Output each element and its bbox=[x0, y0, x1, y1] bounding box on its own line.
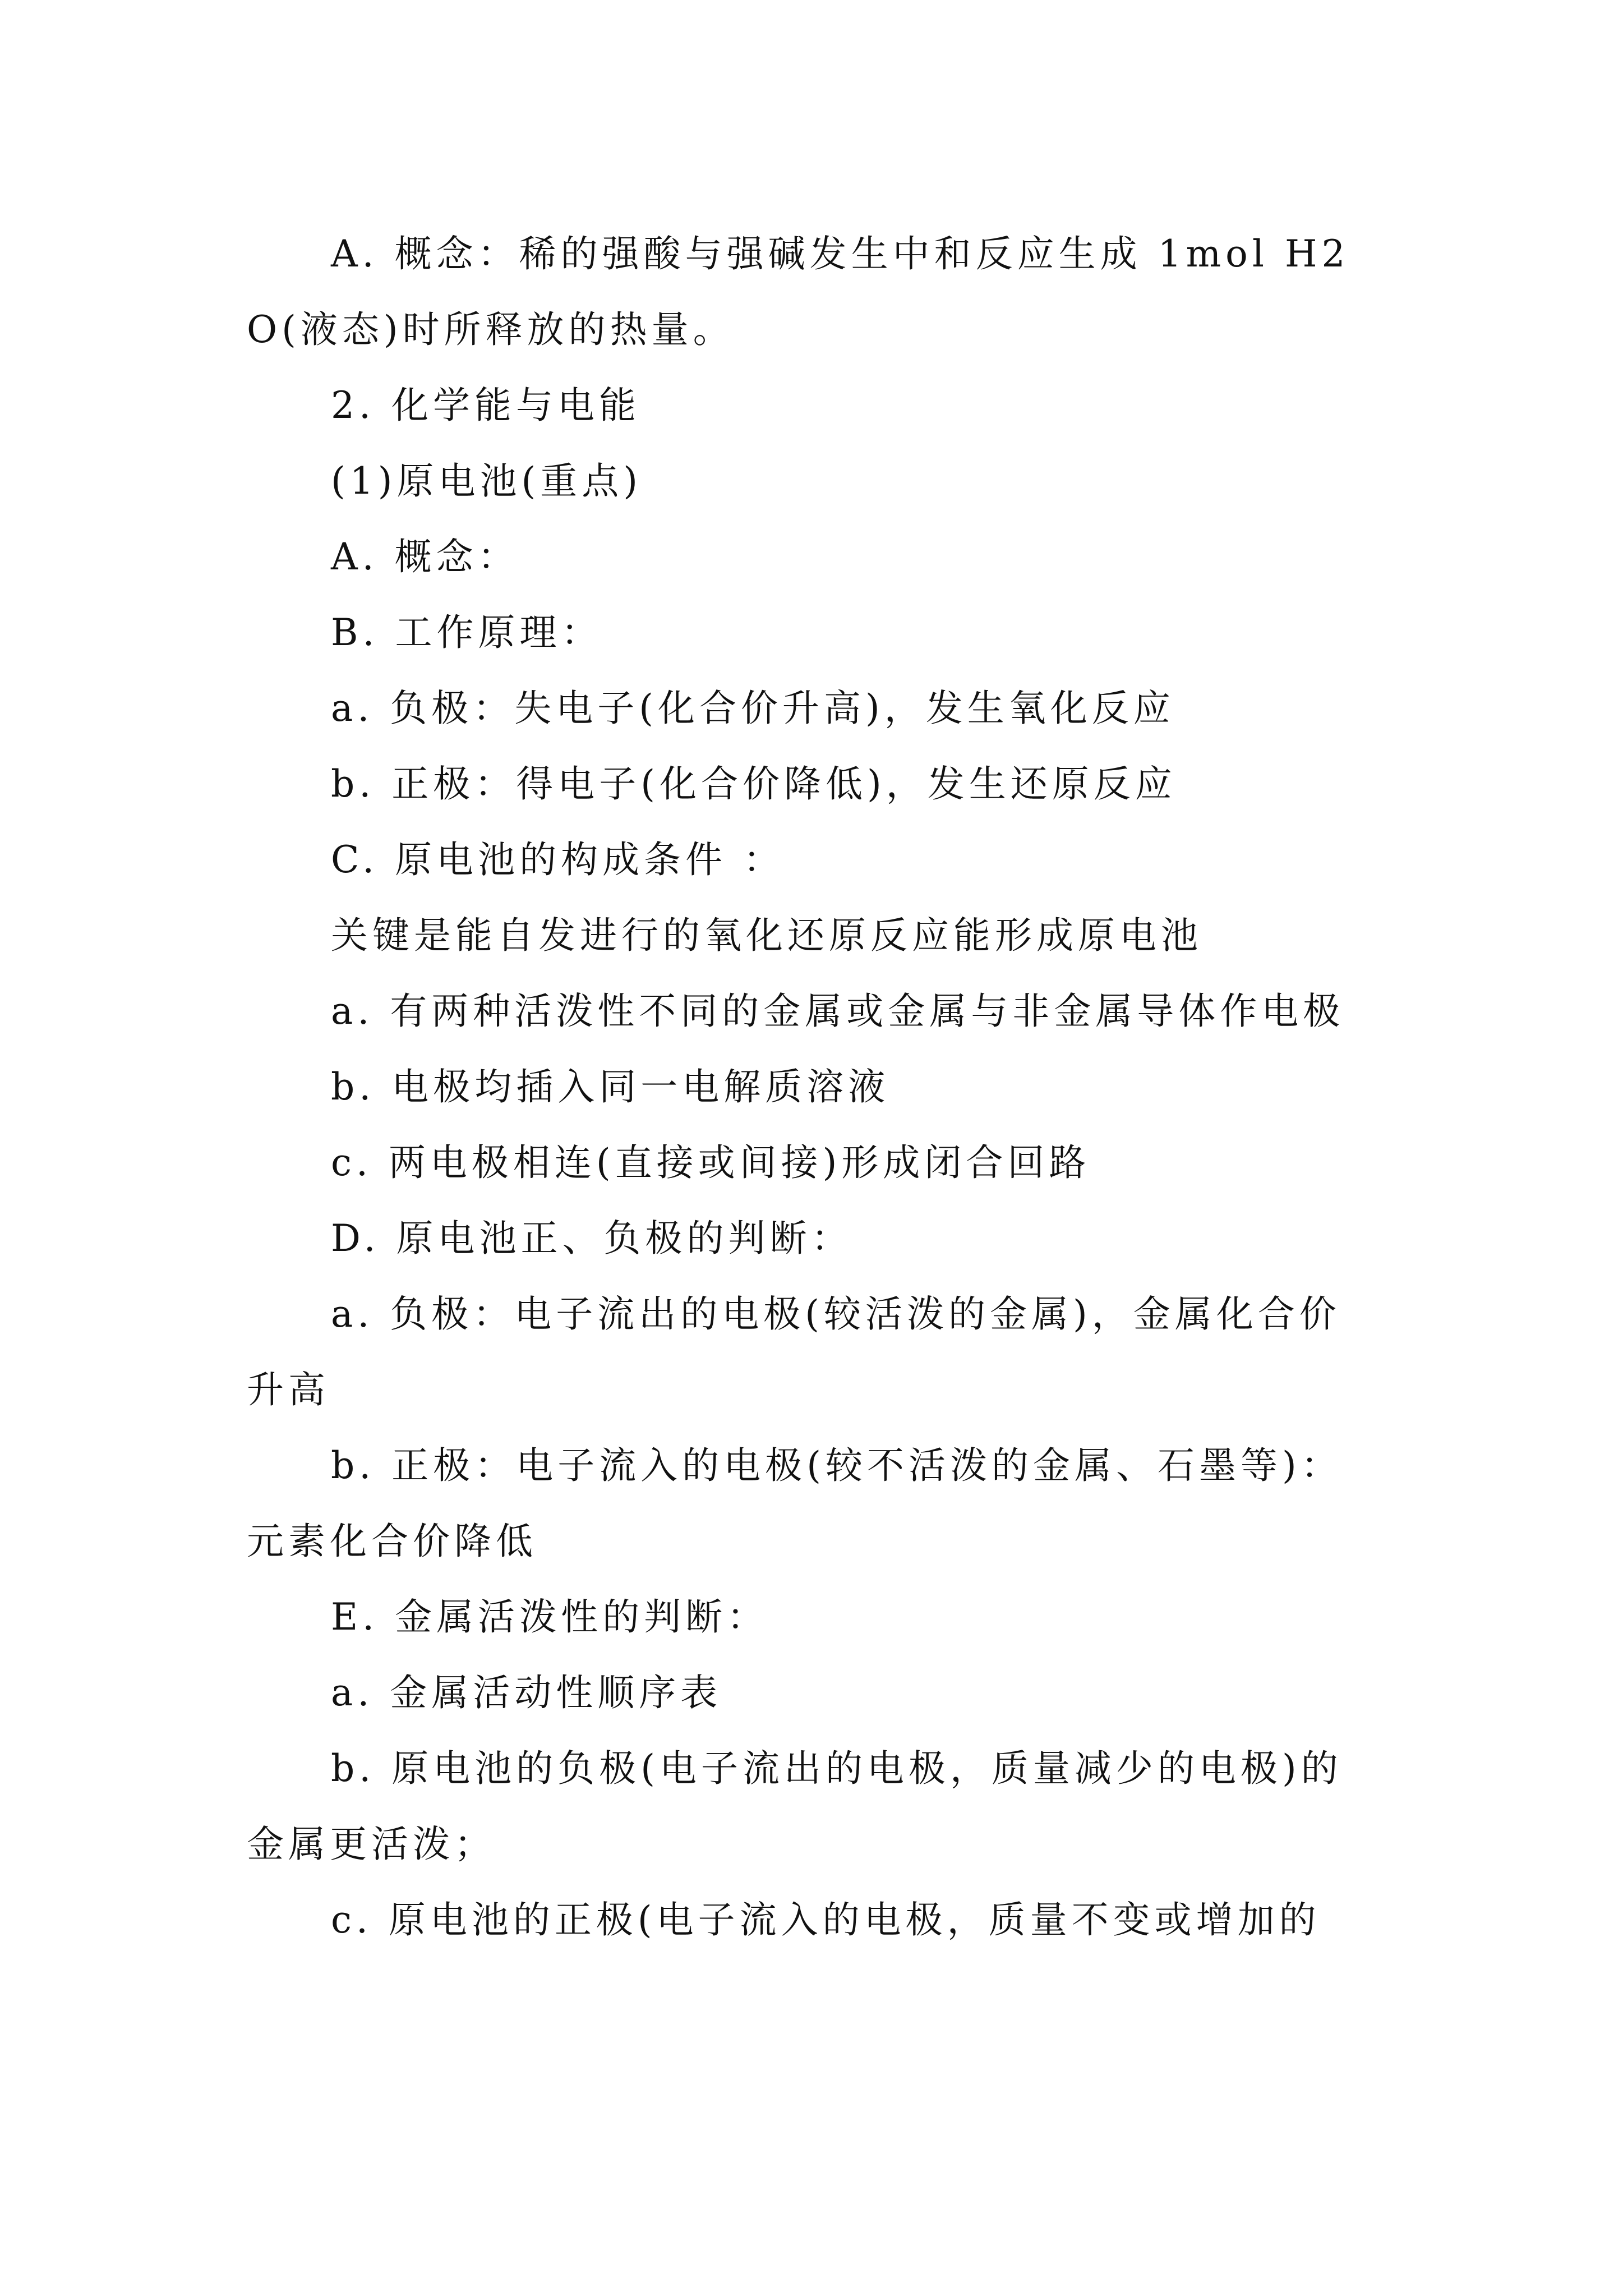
item-condition-electrolyte: b. 电极均插入同一电解质溶液 bbox=[331, 1065, 890, 1108]
item-electrode-judgment: D. 原电池正、负极的判断： bbox=[331, 1217, 853, 1260]
paragraph-neutralization-heat-definition: A. 概念：稀的强酸与强碱发生中和反应生成 1mol H2O(液态)时所释放的热量。 bbox=[247, 232, 1350, 351]
item-positive-electrode-judgment: b. 正极：电子流入的电极(较不活泼的金属、石墨等)：元素化合价降低 bbox=[247, 1444, 1343, 1563]
item-concept: A. 概念： bbox=[331, 535, 519, 578]
item-activity-series: a. 金属活动性顺序表 bbox=[331, 1671, 722, 1714]
item-negative-more-active: b. 原电池的负极(电子流出的电极，质量减少的电极)的金属更活泼； bbox=[247, 1747, 1343, 1866]
item-condition-electrodes: a. 有两种活泼性不同的金属或金属与非金属导体作电极 bbox=[331, 990, 1345, 1033]
item-negative-electrode: a. 负极：失电子(化合价升高)，发生氧化反应 bbox=[331, 687, 1175, 730]
heading-chemical-energy-electrical-energy: 2. 化学能与电能 bbox=[331, 384, 640, 427]
item-metal-activity-judgment: E. 金属活泼性的判断： bbox=[331, 1595, 769, 1639]
paragraph-key-point: 关键是能自发进行的氧化还原反应能形成原电池 bbox=[331, 914, 1202, 957]
item-positive-electrode: b. 正极：得电子(化合价降低)，发生还原反应 bbox=[331, 762, 1177, 806]
item-positive-electrode-mass: c. 原电池的正极(电子流入的电极，质量不变或增加的 bbox=[331, 1898, 1321, 1941]
item-formation-conditions: C. 原电池的构成条件 ： bbox=[331, 838, 785, 881]
document-body bbox=[247, 216, 1380, 1958]
item-condition-closed-circuit: c. 两电极相连(直接或间接)形成闭合回路 bbox=[331, 1141, 1091, 1184]
item-working-principle: B. 工作原理： bbox=[331, 611, 603, 654]
heading-galvanic-cell: (1)原电池(重点) bbox=[331, 459, 642, 503]
item-negative-electrode-judgment: a. 负极：电子流出的电极(较活泼的金属)，金属化合价升高 bbox=[247, 1292, 1341, 1411]
